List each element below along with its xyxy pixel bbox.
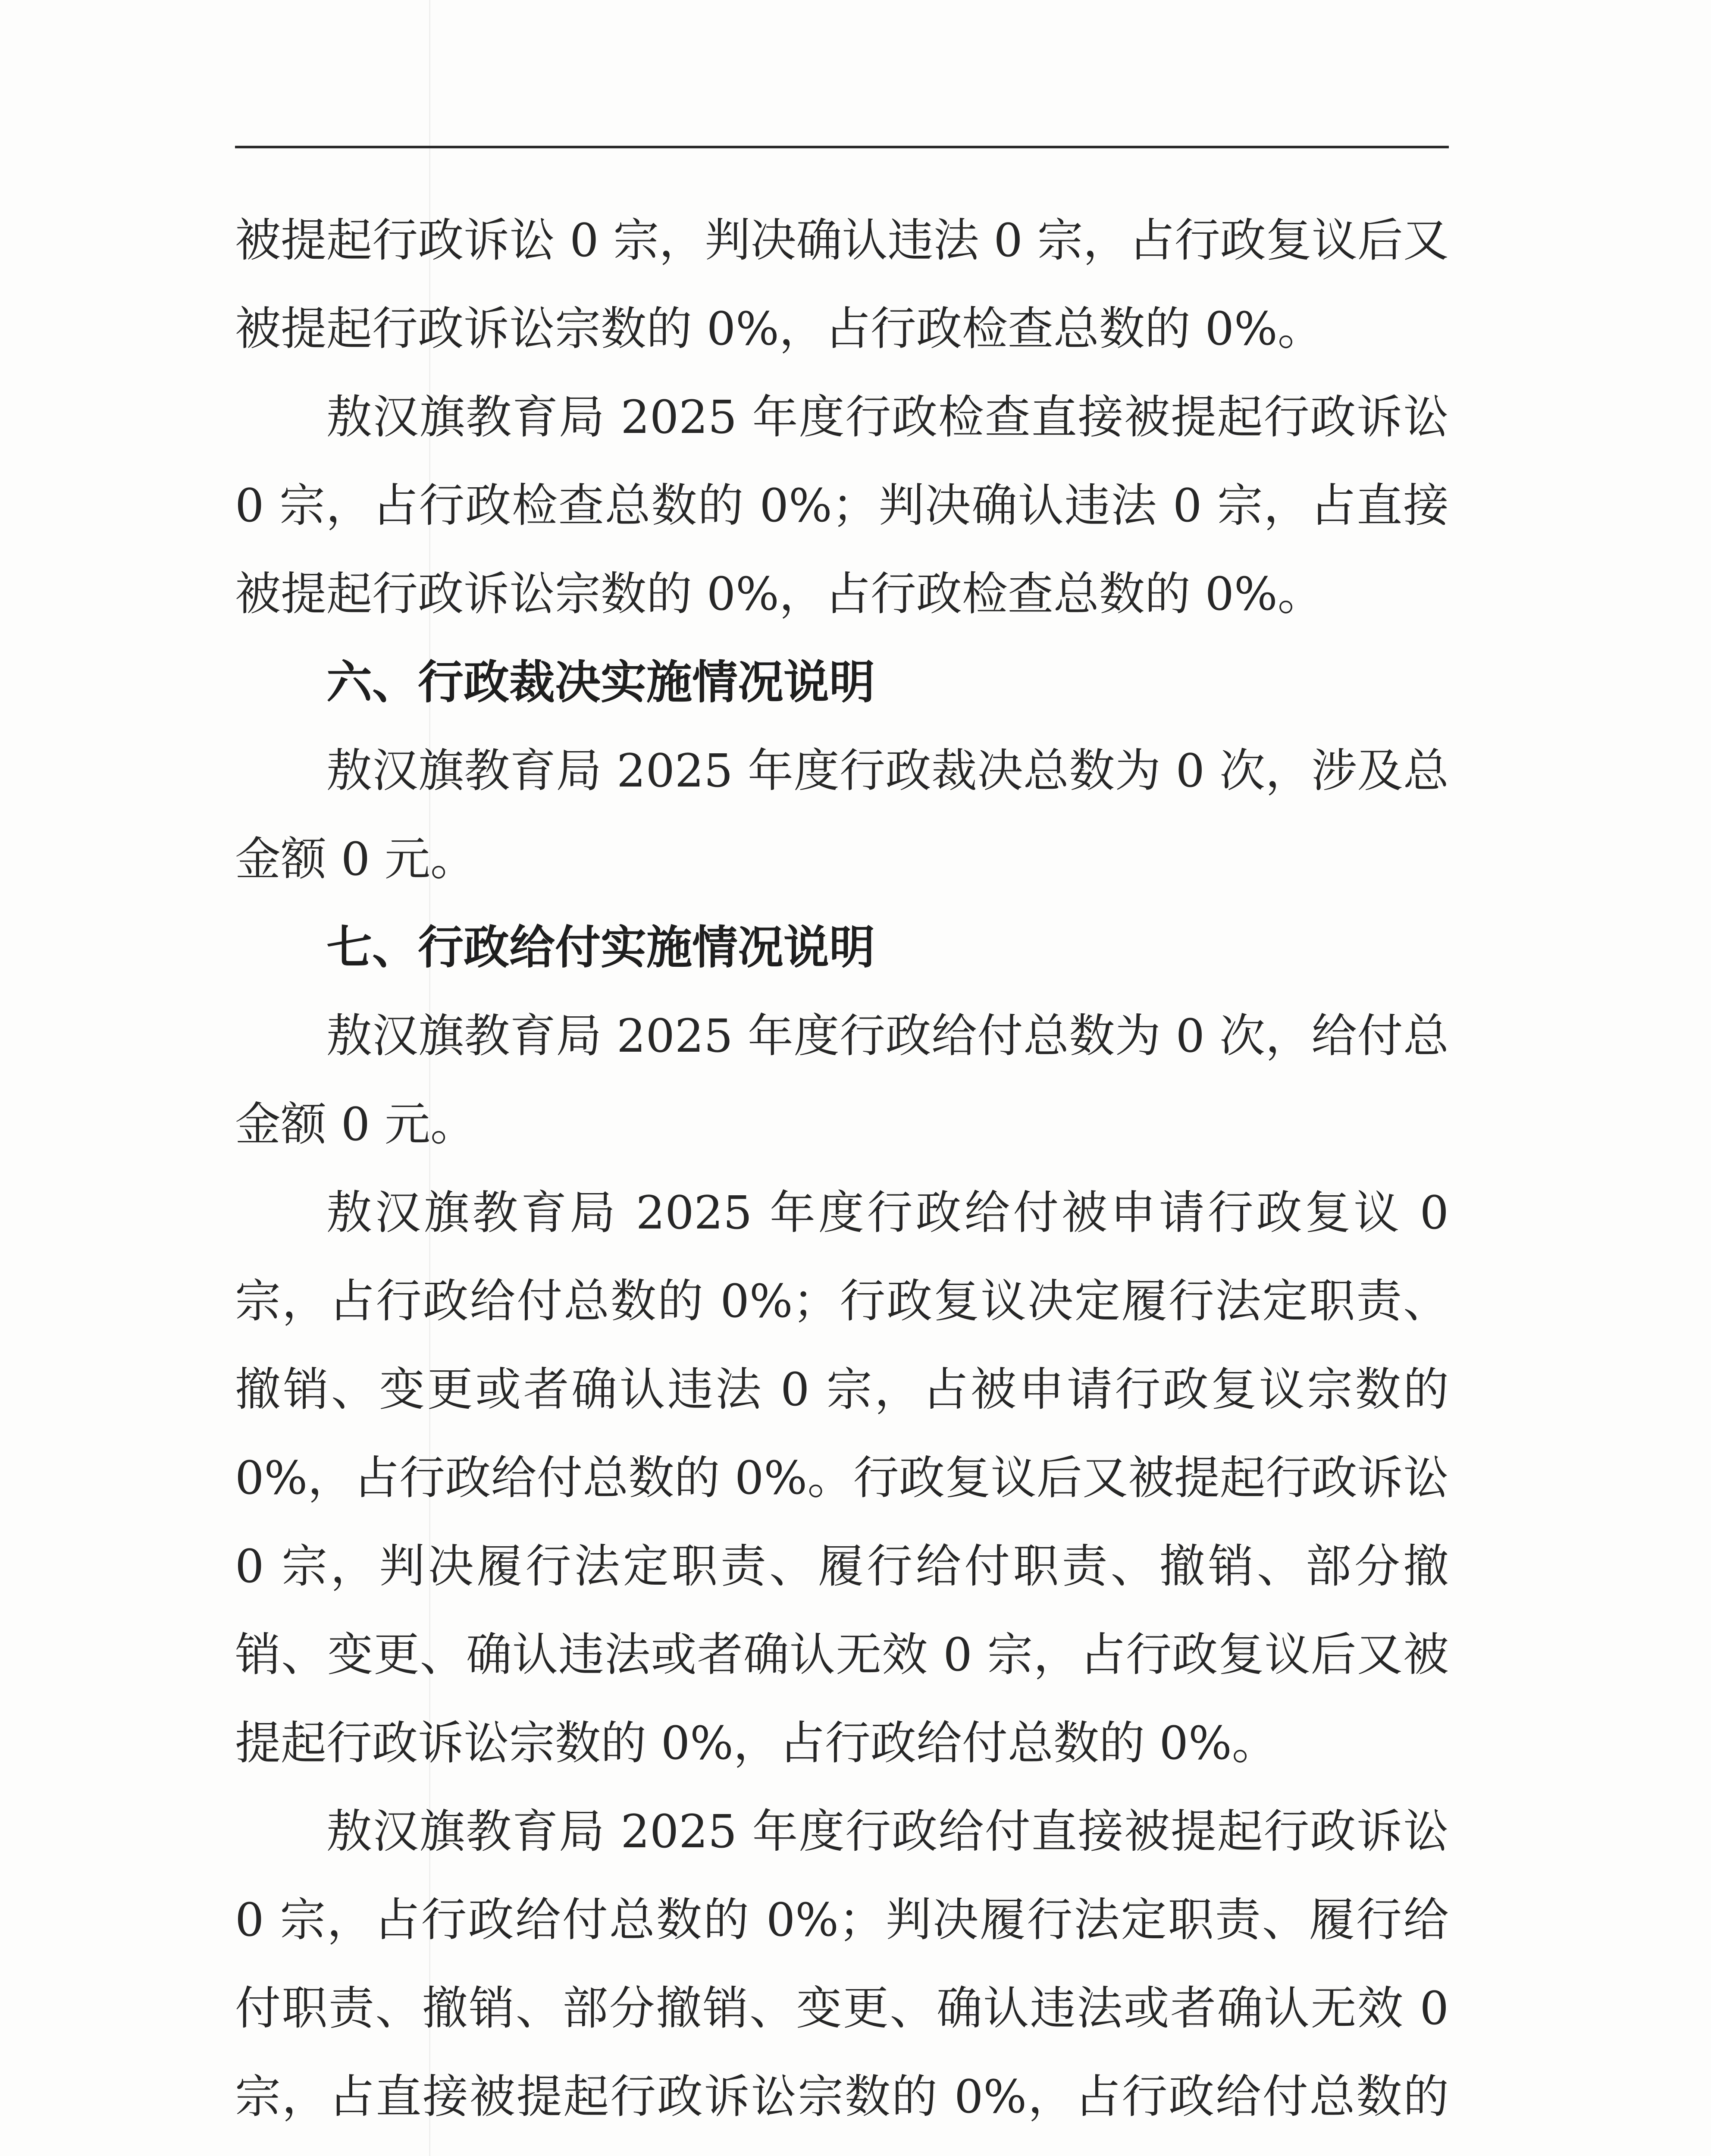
section-heading-adjudication: 六、行政裁决实施情况说明 bbox=[326, 656, 875, 709]
document-body bbox=[235, 196, 1449, 2156]
paragraph-adjudication-total: 敖汉旗教育局 2025 年度行政裁决总数为 0 次，涉及总金额 0 元。 bbox=[235, 744, 1449, 886]
paragraph-payment-review: 敖汉旗教育局 2025 年度行政给付被申请行政复议 0 宗，占行政给付总数的 0%；行政复议决定履行法定职责、撤销、变更或者确认违法 0 宗，占被申请行政复议宗数的 0%，占行政给付总数的 0%。行政复议后又被提起行政诉讼 0 宗，判决履行法定职责、履行给付职责、撤销、部分撤销、变更、确认违法或者确认无效 0 宗，占行政复议后又被提起行政诉讼宗数的 0%，占行政给付总数的 0%。 bbox=[235, 1186, 1449, 1770]
paragraph-payment-litigation: 敖汉旗教育局 2025 年度行政给付直接被提起行政诉讼 0 宗，占行政给付总数的 0%；判决履行法定职责、履行给付职责、撤销、部分撤销、变更、确认违法或者确认无效 0 宗，占直接被提起行政诉讼宗数的 0%，占行政给付总数的 bbox=[235, 1805, 1449, 2123]
paragraph-inspection-litigation: 敖汉旗教育局 2025 年度行政检查直接被提起行政诉讼 0 宗，占行政检查总数的 0%；判决确认违法 0 宗，占直接被提起行政诉讼宗数的 0%，占行政检查总数的 0%。 bbox=[235, 391, 1449, 620]
section-heading-payment: 七、行政给付实施情况说明 bbox=[326, 921, 875, 974]
header-rule bbox=[235, 146, 1449, 148]
paragraph-continued: 被提起行政诉讼 0 宗，判决确认违法 0 宗，占行政复议后又被提起行政诉讼宗数的 0%，占行政检查总数的 0%。 bbox=[235, 214, 1449, 355]
paragraph-payment-total: 敖汉旗教育局 2025 年度行政给付总数为 0 次，给付总金额 0 元。 bbox=[235, 1009, 1449, 1151]
